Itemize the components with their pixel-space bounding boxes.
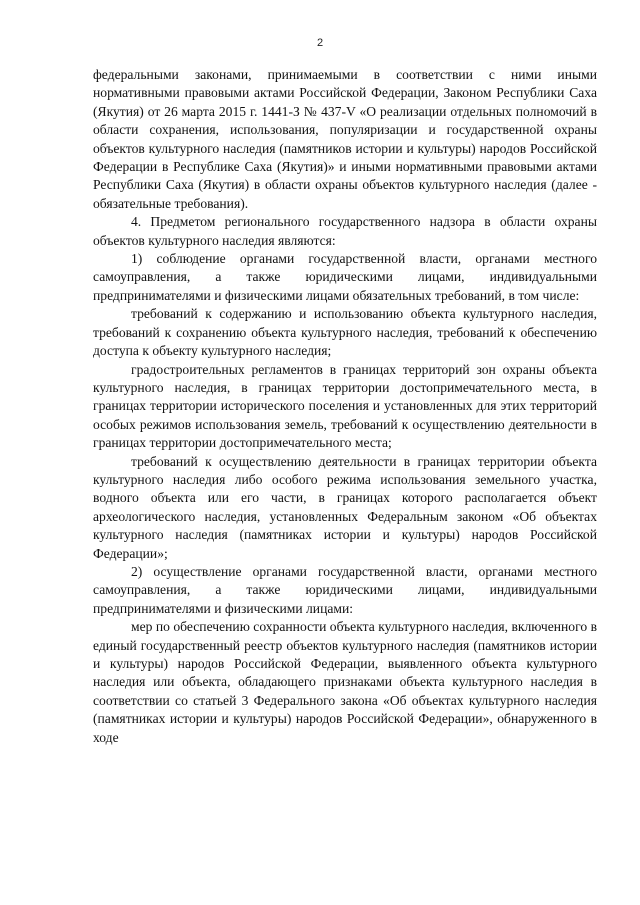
document-body	[93, 66, 597, 747]
paragraph-activity-requirements: требований к осуществлению деятельности в границах территории объекта культурного наследия либо особого режима использования земельного участка, водного объекта или его части, в границах которого располагается объект археологического наследия, установленных Федеральным законом «Об объектах культурного наследия (памятниках истории и культуры) народов Российской Федерации»;	[93, 453, 597, 561]
paragraph-preservation-measures: мер по обеспечению сохранности объекта культурного наследия, включенного в единый государственный реестр объектов культурного наследия (памятников истории и культуры) народов Российской Федерации, выявленного объекта культурного наследия или объекта, обладающего признаками объекта культурного наследия в соответствии со статьей 3 Федерального закона «Об объектах культурного наследия (памятниках истории и культуры) народов Российской Федерации», обнаруженного в ходе	[93, 619, 597, 745]
paragraph-item-4: 4. Предметом регионального государственного надзора в области охраны объектов культурного наследия являются:	[93, 214, 597, 248]
paragraph-maintenance-requirements: требований к содержанию и использованию объекта культурного наследия, требований к сохранению объекта культурного наследия, требований к обеспечению доступа к объекту культурного наследия;	[93, 306, 597, 359]
paragraph-subitem-2: 2) осуществление органами государственной власти, органами местного самоуправления, а также юридическими лицами, индивидуальными предпринимателями и физическими лицами:	[93, 563, 597, 616]
paragraph-continuation: федеральными законами, принимаемыми в соответствии с ними иными нормативными правовыми актами Российской Федерации, Законом Республики Саха (Якутия) от 26 марта 2015 г. 1441-З № 437-V «О реализации отдельных полномочий в области сохранения, использования, популяризации и государственной охраны объектов культурного наследия (памятников истории и культуры) народов Российской Федерации в Республике Саха (Якутия)» и иными нормативными правовыми актами Республики Саха (Якутия) в области охраны объектов культурного наследия (далее - обязательные требования).	[93, 67, 597, 211]
page-number: 2	[316, 37, 324, 49]
paragraph-urban-regulations: градостроительных регламентов в границах территорий зон охраны объекта культурного наследия, в границах территории достопримечательного места, в границах территории исторического поселения и установленных для этих территорий особых режимов использования земель, требований к осуществлению деятельности в границах территории достопримечательного места;	[93, 361, 597, 451]
paragraph-subitem-1: 1) соблюдение органами государственной власти, органами местного самоуправления, а также юридическими лицами, индивидуальными предпринимателями и физическими лицами обязательных требований, в том числе:	[93, 251, 597, 303]
